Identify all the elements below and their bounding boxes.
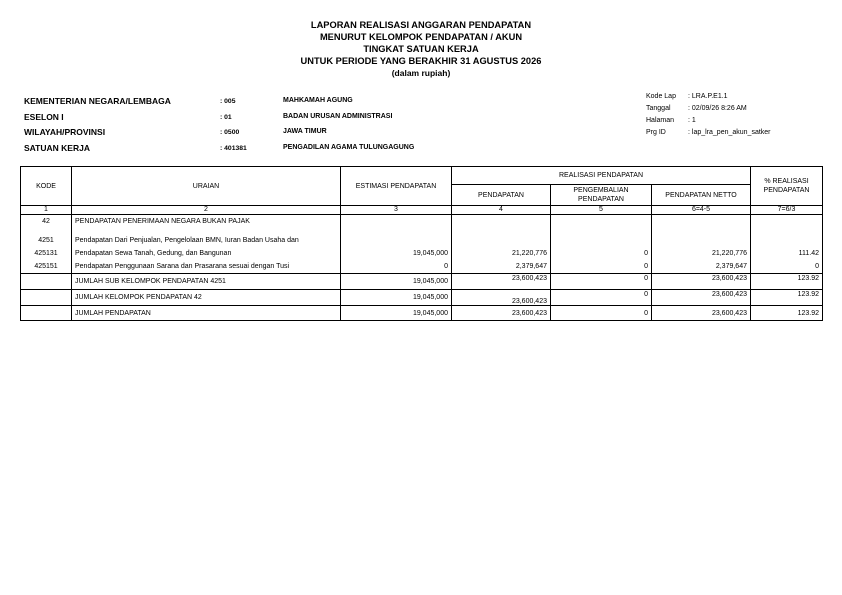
cell-uraian: Pendapatan Sewa Tanah, Gedung, dan Bangunan (72, 247, 341, 260)
sum-label: JUMLAH SUB KELOMPOK PENDAPATAN 4251 (72, 274, 341, 290)
sum-pendapatan: 23,600,423 (452, 290, 551, 306)
cell-persen (751, 215, 823, 229)
report-subtitle: (dalam rupiah) (391, 68, 451, 78)
cell-persen: 111.42 (751, 247, 823, 260)
info-value: : 02/09/26 8:26 AM (688, 105, 747, 112)
cell-uraian: Pendapatan Dari Penjualan, Pengelolaan BMN, Iuran Badan Usaha dan (72, 234, 341, 247)
cell-persen: 0 (751, 260, 823, 274)
sum-netto: 23,600,423 (652, 306, 751, 321)
sum-estimasi: 19,045,000 (341, 290, 452, 306)
meta-value: MAHKAMAH AGUNG (283, 97, 353, 104)
meta-code: : 0500 (220, 129, 240, 136)
header-kode: KODE (21, 167, 72, 206)
cell-netto: 21,220,776 (652, 247, 751, 260)
table-row (21, 234, 823, 247)
sum-estimasi: 19,045,000 (341, 306, 452, 321)
header-realisasi: REALISASI PENDAPATAN (452, 167, 751, 185)
meta-value: PENGADILAN AGAMA TULUNGAGUNG (283, 143, 415, 151)
info-key: Tanggal (646, 105, 671, 112)
meta-label: KEMENTERIAN NEGARA/LEMBAGA (24, 96, 171, 106)
sum-row-kelompok (21, 290, 823, 306)
meta-label: WILAYAH/PROVINSI (24, 127, 106, 137)
cell-pengembalian: 0 (551, 247, 652, 260)
cell-estimasi: 19,045,000 (341, 247, 452, 260)
column-number: 3 (341, 206, 452, 215)
cell-estimasi (341, 234, 452, 247)
table-row (21, 247, 823, 260)
meta-label: SATUAN KERJA (24, 142, 90, 153)
report-title-1: LAPORAN REALISASI ANGGARAN PENDAPATAN (310, 20, 532, 30)
info-key: Kode Lap (646, 93, 676, 100)
table-row (21, 215, 823, 229)
meta-value: JAWA TIMUR (283, 128, 327, 135)
sum-pengembalian: 0 (551, 290, 652, 306)
cell-netto: 2,379,647 (652, 260, 751, 274)
sum-pendapatan: 23,600,423 (452, 274, 551, 290)
sum-label: JUMLAH KELOMPOK PENDAPATAN 42 (72, 290, 341, 306)
sum-persen: 123.92 (751, 290, 823, 306)
meta-value: BADAN URUSAN ADMINISTRASI (283, 112, 393, 120)
revenue-table (20, 166, 823, 321)
cell-kode: 42 (21, 215, 72, 229)
column-number: 1 (21, 206, 72, 215)
cell-kode: 4251 (21, 234, 72, 247)
sum-row-total (21, 306, 823, 321)
cell-pendapatan: 21,220,776 (452, 247, 551, 260)
sum-persen: 123.92 (751, 306, 823, 321)
cell-pendapatan (452, 215, 551, 229)
header-pengembalian: PENGEMBALIAN PENDAPATAN (551, 185, 652, 206)
sum-persen: 123.92 (751, 274, 823, 290)
sum-pengembalian: 0 (551, 306, 652, 321)
header-persen: % REALISASI PENDAPATAN (751, 167, 823, 206)
header-pendapatan: PENDAPATAN (452, 185, 551, 206)
info-key: Prg ID (646, 129, 666, 136)
header-estimasi: ESTIMASI PENDAPATAN (341, 167, 452, 206)
info-value: : 1 (688, 117, 696, 124)
header-uraian: URAIAN (72, 167, 341, 206)
info-key: Halaman (646, 117, 675, 124)
sum-netto: 23,600,423 (652, 290, 751, 306)
cell-uraian: PENDAPATAN PENERIMAAN NEGARA BUKAN PAJAK (72, 215, 341, 229)
cell-pengembalian: 0 (551, 260, 652, 274)
header-netto: PENDAPATAN NETTO (652, 185, 751, 206)
column-number: 2 (72, 206, 341, 215)
meta-code: : 401381 (220, 144, 247, 152)
meta-code: : 01 (220, 113, 232, 121)
sum-netto: 23,600,423 (652, 274, 751, 290)
sum-pendapatan: 23,600,423 (452, 306, 551, 321)
cell-pendapatan: 2,379,647 (452, 260, 551, 274)
table-row (21, 260, 823, 274)
report-title-2: MENURUT KELOMPOK PENDAPATAN / AKUN (319, 32, 523, 42)
meta-code: : 005 (220, 98, 236, 105)
column-number: 6=4-5 (652, 206, 751, 215)
cell-pengembalian (551, 234, 652, 247)
sum-row-sub-kelompok (21, 274, 823, 290)
column-number-row (21, 206, 823, 215)
sum-estimasi: 19,045,000 (341, 274, 452, 290)
info-value: : LRA.P.E1.1 (688, 93, 728, 100)
info-value: : lap_lra_pen_akun_satker (688, 129, 771, 136)
cell-pendapatan (452, 234, 551, 247)
cell-estimasi (341, 215, 452, 229)
sum-pengembalian: 0 (551, 274, 652, 290)
cell-kode: 425151 (21, 260, 72, 274)
column-number: 4 (452, 206, 551, 215)
cell-netto (652, 215, 751, 229)
cell-persen (751, 234, 823, 247)
cell-pengembalian (551, 215, 652, 229)
report-title-4: UNTUK PERIODE YANG BERAKHIR 31 AGUSTUS 2026 (300, 56, 542, 66)
report-titles (0, 19, 842, 79)
cell-estimasi: 0 (341, 260, 452, 274)
report-title-3: TINGKAT SATUAN KERJA (363, 44, 479, 54)
cell-netto (652, 234, 751, 247)
cell-kode: 425131 (21, 247, 72, 260)
column-number: 5 (551, 206, 652, 215)
cell-uraian: Pendapatan Penggunaan Sarana dan Prasarana sesuai dengan Tusi (72, 260, 341, 274)
sum-label: JUMLAH PENDAPATAN (72, 306, 341, 321)
column-number: 7=6/3 (751, 206, 823, 215)
meta-label: ESELON I (24, 111, 64, 122)
